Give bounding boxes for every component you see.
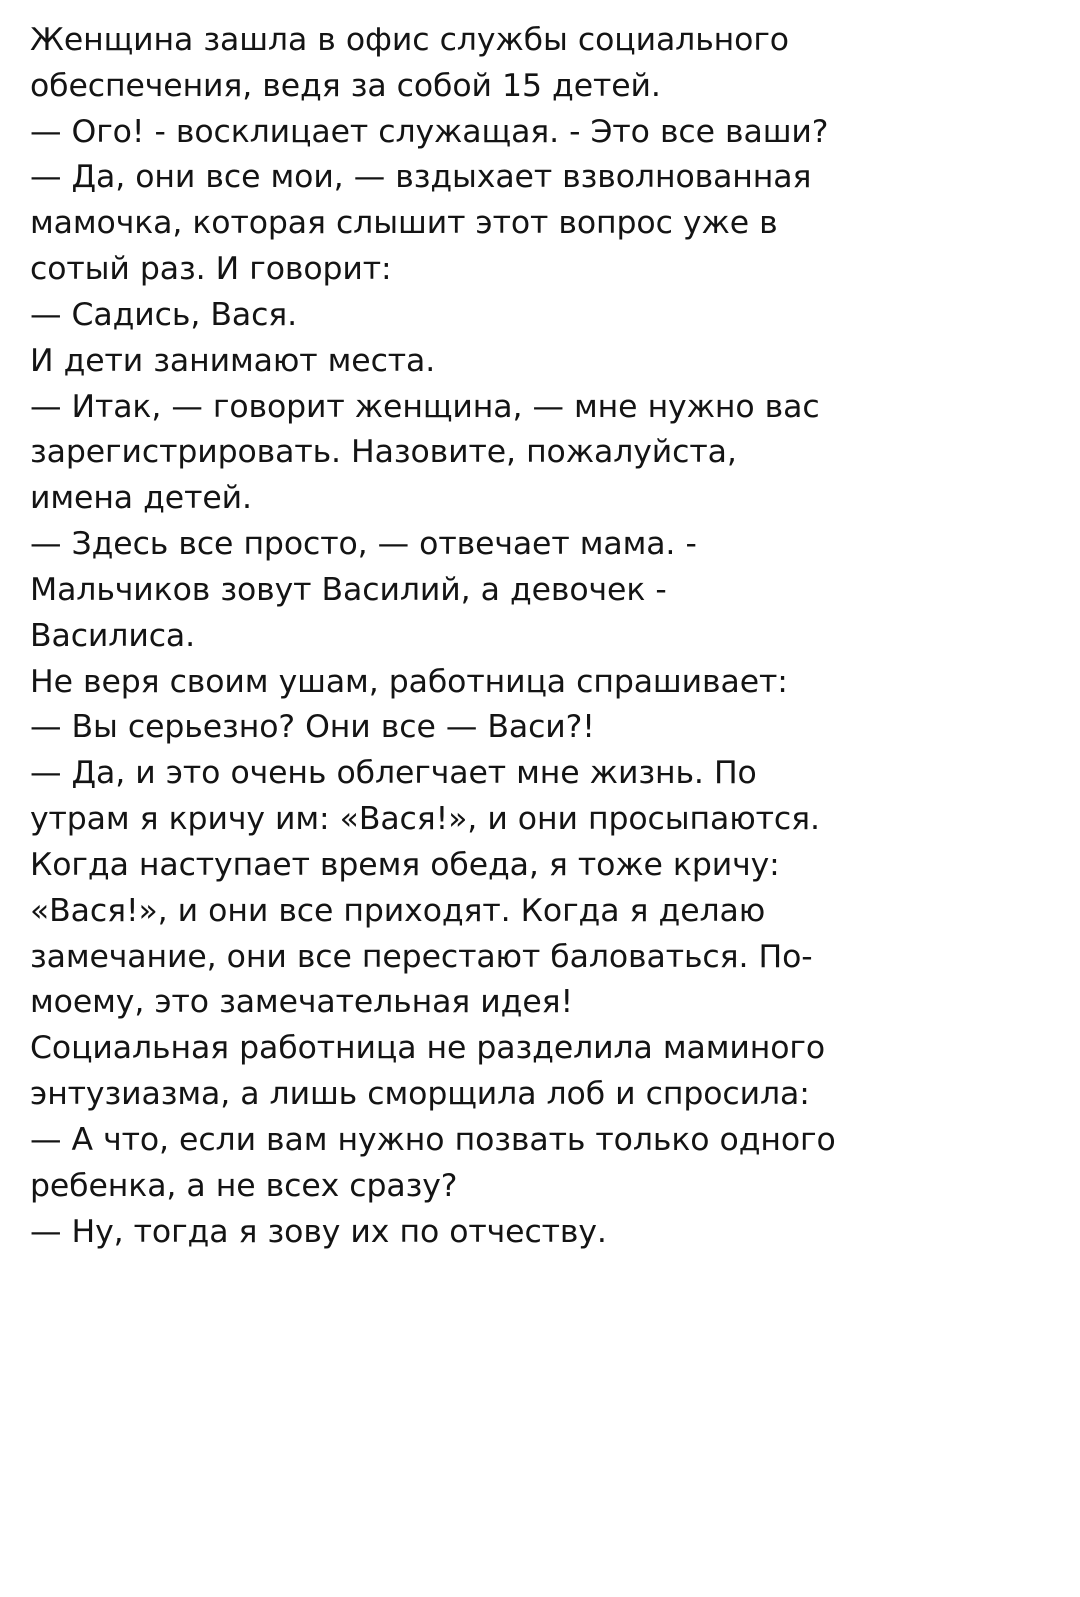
text-line: — Да, они все мои, — вздыхает взволнованная [30, 159, 812, 196]
text-line: И дети занимают места. [30, 342, 436, 379]
text-line: Мальчиков зовут Василий, а девочек - [30, 571, 667, 608]
text-line: моему, это замечательная идея! [30, 984, 573, 1021]
text-line: — Садись, Вася. [30, 296, 298, 333]
text-line: «Вася!», и они все приходят. Когда я делаю [30, 892, 766, 929]
text-line: утрам я кричу им: «Вася!», и они просыпаются. [30, 801, 820, 838]
text-line: — Здесь все просто, — отвечает мама. - [30, 526, 697, 563]
text-line: имена детей. [30, 480, 252, 517]
text-line: — А что, если вам нужно позвать только одного [30, 1121, 836, 1158]
text-line: — Ну, тогда я зову их по отчеству. [30, 1213, 607, 1250]
text-line: обеспечения, ведя за собой 15 детей. [30, 67, 661, 104]
text-line: — Да, и это очень облегчает мне жизнь. По [30, 755, 757, 792]
text-line: энтузиазма, а лишь сморщила лоб и спросила: [30, 1076, 810, 1113]
text-line: Василиса. [30, 617, 196, 654]
joke-body-text [30, 18, 1050, 1255]
text-line: зарегистрировать. Назовите, пожалуйста, [30, 434, 737, 471]
text-line: Когда наступает время обеда, я тоже кричу: [30, 846, 780, 883]
text-line: Не веря своим ушам, работница спрашивает: [30, 663, 788, 700]
text-line: сотый раз. И говорит: [30, 251, 392, 288]
text-line: — Итак, — говорит женщина, — мне нужно вас [30, 388, 820, 425]
text-line: — Вы серьезно? Они все — Васи?! [30, 709, 595, 746]
text-line: Социальная работница не разделила маминого [30, 1030, 826, 1067]
text-line: Женщина зашла в офис службы социального [30, 22, 789, 58]
text-line: — Ого! - восклицает служащая. - Это все ваши? [30, 113, 829, 150]
text-line: ребенка, а не всех сразу? [30, 1167, 458, 1204]
text-line: мамочка, которая слышит этот вопрос уже в [30, 205, 778, 242]
text-line: замечание, они все перестают баловаться. По- [30, 938, 813, 975]
